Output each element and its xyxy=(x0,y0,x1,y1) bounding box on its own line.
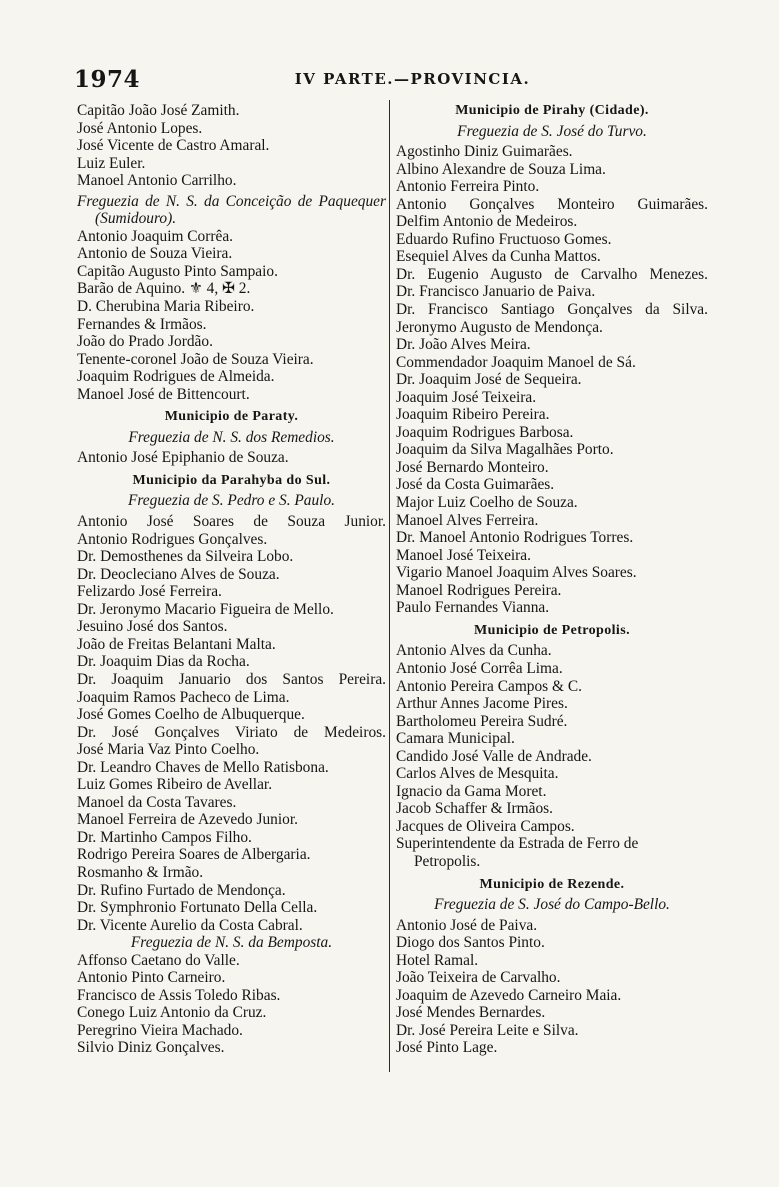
list-item: Silvio Diniz Gonçalves. xyxy=(77,1039,225,1057)
list-item: Antonio José Epiphanio de Souza. xyxy=(77,449,289,467)
list-item: Arthur Annes Jacome Pires. xyxy=(396,695,568,713)
page-number: 1974 xyxy=(74,66,141,93)
list-item: Antonio de Souza Vieira. xyxy=(77,245,233,263)
list-section xyxy=(396,917,708,1057)
list-item: Esequiel Alves da Cunha Mattos. xyxy=(396,248,601,266)
list-item: Dr. Vicente Aurelio da Costa Cabral. xyxy=(77,916,303,934)
list-item: Dr. José Pereira Leite e Silva. xyxy=(396,1021,579,1039)
list-item: Dr. Francisco Januario de Paiva. xyxy=(396,283,596,301)
freguezia-heading: Freguezia de N. S. da Bemposta. xyxy=(130,934,333,952)
list-item: Dr. Joaquim Dias da Rocha. xyxy=(77,653,250,671)
list-item: Barão de Aquino. ⚜ 4, ✠ 2. xyxy=(77,280,251,298)
list-item: Manoel Ferreira de Azevedo Junior. xyxy=(77,811,298,829)
list-item: Vigario Manoel Joaquim Alves Soares. xyxy=(396,564,637,582)
list-item: Camara Municipal. xyxy=(396,730,515,748)
freguezia-heading: Freguezia de N. S. dos Remedios. xyxy=(128,428,335,446)
left-column xyxy=(77,102,386,1057)
list-section xyxy=(396,642,708,870)
list-item: Manoel da Costa Tavares. xyxy=(77,793,237,811)
list-item: Antonio José Soares de Souza Junior. xyxy=(77,513,386,531)
list-item: Joaquim Ramos Pacheco de Lima. xyxy=(77,688,290,706)
list-item: Antonio Pinto Carneiro. xyxy=(77,969,226,987)
list-item: Peregrino Vieira Machado. xyxy=(77,1021,243,1039)
list-item: Manoel Antonio Carrilho. xyxy=(77,172,237,190)
list-item: Antonio José de Paiva. xyxy=(396,916,538,934)
right-column xyxy=(396,102,708,1057)
freguezia-heading: Freguezia de N. S. da Conceição de Paquequer (Sumidouro). xyxy=(77,192,386,228)
list-item: Manoel Rodrigues Pereira. xyxy=(396,581,562,599)
list-item: Joaquim Ribeiro Pereira. xyxy=(396,406,550,424)
list-item: Affonso Caetano do Valle. xyxy=(77,951,240,969)
list-item: Antonio Joaquim Corrêa. xyxy=(77,227,234,245)
list-item: Delfim Antonio de Medeiros. xyxy=(396,213,578,231)
list-item: Conego Luiz Antonio da Cruz. xyxy=(77,1004,267,1022)
list-item: Jacques de Oliveira Campos. xyxy=(396,817,575,835)
list-item: D. Cherubina Maria Ribeiro. xyxy=(77,298,255,316)
list-item: José Antonio Lopes. xyxy=(77,119,203,137)
list-item: Antonio Alves da Cunha. xyxy=(396,642,552,660)
list-item: Manoel Alves Ferreira. xyxy=(396,511,539,529)
list-item: Dr. José Gonçalves Viriato de Medeiros. xyxy=(77,723,386,741)
list-item: Fernandes & Irmãos. xyxy=(77,315,207,333)
freguezia-heading: Freguezia de S. Pedro e S. Paulo. xyxy=(127,492,335,510)
list-item: Antonio Pereira Campos & C. xyxy=(396,677,582,695)
list-item: Dr. Joaquim José de Sequeira. xyxy=(396,371,582,389)
list-item: Dr. Deocleciano Alves de Souza. xyxy=(77,565,280,583)
list-item: João do Prado Jordão. xyxy=(77,333,213,351)
list-item: Dr. Francisco Santiago Gonçalves da Silva. xyxy=(396,301,708,319)
municipio-heading: Municipio de Paraty. xyxy=(164,409,299,425)
municipio-heading: Municipio de Petropolis. xyxy=(474,622,630,638)
list-item: Jesuino José dos Santos. xyxy=(77,618,228,636)
list-item: Dr. Manoel Antonio Rodrigues Torres. xyxy=(396,529,634,547)
list-item: Rosmanho & Irmão. xyxy=(77,863,204,881)
list-item: Jacob Schaffer & Irmãos. xyxy=(396,800,553,818)
list-item: Luiz Gomes Ribeiro de Avellar. xyxy=(77,776,273,794)
list-item: Joaquim Rodrigues de Almeida. xyxy=(77,368,275,386)
list-item: Dr. Jeronymo Macario Figueira de Mello. xyxy=(77,600,334,618)
list-item: José Gomes Coelho de Albuquerque. xyxy=(77,706,305,724)
list-item: Joaquim da Silva Magalhães Porto. xyxy=(396,441,614,459)
list-item: Ignacio da Gama Moret. xyxy=(396,782,547,800)
list-item: Superintendente da Estrada de Ferro de Petropolis. xyxy=(396,835,639,870)
list-item: Dr. Rufino Furtado de Mendonça. xyxy=(77,881,286,899)
list-item: Joaquim de Azevedo Carneiro Maia. xyxy=(396,986,622,1004)
list-item: Antonio Rodrigues Gonçalves. xyxy=(77,530,268,548)
list-item: Antonio José Corrêa Lima. xyxy=(396,659,563,677)
freguezia-heading: Freguezia de S. José do Turvo. xyxy=(457,122,647,140)
list-section xyxy=(77,102,386,190)
municipio-heading: Municipio de Pirahy (Cidade). xyxy=(455,103,649,118)
list-section xyxy=(77,228,386,403)
list-item: Manoel José Teixeira. xyxy=(396,546,531,564)
list-item: Luiz Euler. xyxy=(77,154,146,172)
list-section xyxy=(396,143,708,617)
list-item: Eduardo Rufino Fructuoso Gomes. xyxy=(396,230,612,248)
list-item: Albino Alexandre de Souza Lima. xyxy=(396,160,606,178)
list-item: José Bernardo Monteiro. xyxy=(396,458,549,476)
list-item: Dr. Eugenio Augusto de Carvalho Menezes. xyxy=(396,265,708,283)
list-item: Dr. Martinho Campos Filho. xyxy=(77,828,252,846)
list-item: José Pinto Lage. xyxy=(396,1039,498,1057)
municipio-heading: Municipio da Parahyba do Sul. xyxy=(132,472,331,488)
list-item: Francisco de Assis Toledo Ribas. xyxy=(77,986,281,1004)
list-item: Antonio Ferreira Pinto. xyxy=(396,178,540,196)
list-item: José Vicente de Castro Amaral. xyxy=(77,137,270,155)
municipio-heading: Municipio de Rezende. xyxy=(479,876,625,892)
list-item: Felizardo José Ferreira. xyxy=(77,583,222,601)
list-item: Agostinho Diniz Guimarães. xyxy=(396,143,573,161)
list-item: Dr. Demosthenes da Silveira Lobo. xyxy=(77,548,294,566)
list-item: Commendador Joaquim Manoel de Sá. xyxy=(396,353,636,371)
running-head: IV PARTE.—PROVINCIA. xyxy=(294,70,531,88)
list-item: Capitão João José Zamith. xyxy=(77,102,240,119)
list-item: Dr. Joaquim Januario dos Santos Pereira. xyxy=(77,670,386,688)
list-section xyxy=(77,952,386,1057)
list-item: Joaquim José Teixeira. xyxy=(396,388,537,406)
list-item: João de Freitas Belantani Malta. xyxy=(77,635,276,653)
column-rule xyxy=(389,100,390,1072)
list-item: José Mendes Bernardes. xyxy=(396,1004,546,1022)
list-section xyxy=(77,513,386,934)
list-item: Dr. João Alves Meira. xyxy=(396,336,531,354)
list-item: Dr. Leandro Chaves de Mello Ratisbona. xyxy=(77,758,329,776)
list-item: Diogo dos Santos Pinto. xyxy=(396,934,545,952)
list-item: José da Costa Guimarães. xyxy=(396,476,555,494)
list-item: Tenente-coronel João de Souza Vieira. xyxy=(77,350,314,368)
list-item: Paulo Fernandes Vianna. xyxy=(396,599,550,617)
list-item: Rodrigo Pereira Soares de Albergaria. xyxy=(77,846,311,864)
list-item: José Maria Vaz Pinto Coelho. xyxy=(77,741,260,759)
list-item: João Teixeira de Carvalho. xyxy=(396,969,561,987)
list-item: Antonio Gonçalves Monteiro Guimarães. xyxy=(396,195,708,213)
list-item: Hotel Ramal. xyxy=(396,951,479,969)
list-item: Major Luiz Coelho de Souza. xyxy=(396,494,578,512)
list-item: Dr. Symphronio Fortunato Della Cella. xyxy=(77,899,318,917)
list-item: Joaquim Rodrigues Barbosa. xyxy=(396,423,574,441)
list-item: Jeronymo Augusto de Mendonça. xyxy=(396,318,603,336)
list-item: Manoel José de Bittencourt. xyxy=(77,385,250,403)
list-item: Candido José Valle de Andrade. xyxy=(396,747,592,765)
list-item: Carlos Alves de Mesquita. xyxy=(396,765,559,783)
list-item: Capitão Augusto Pinto Sampaio. xyxy=(77,262,278,280)
freguezia-heading: Freguezia de S. José do Campo-Bello. xyxy=(434,896,670,914)
list-item: Bartholomeu Pereira Sudré. xyxy=(396,712,568,730)
list-section xyxy=(77,449,386,467)
